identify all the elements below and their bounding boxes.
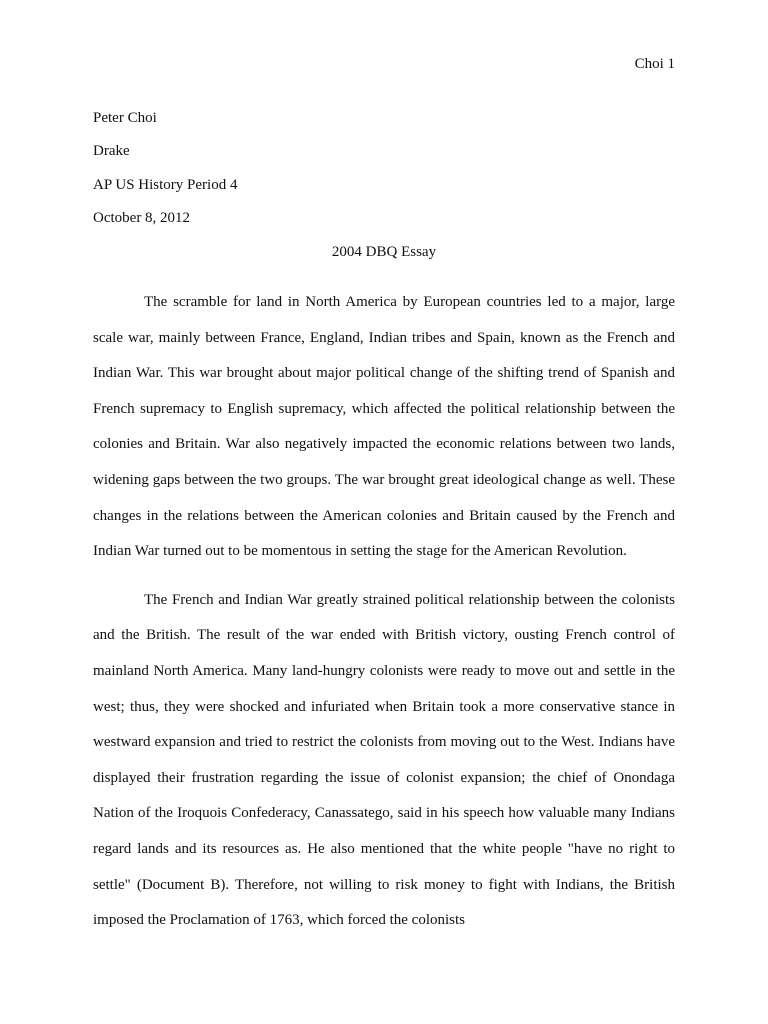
course-name: AP US History Period 4 [93, 176, 238, 193]
essay-body [93, 285, 675, 952]
teacher-name: Drake [93, 143, 130, 160]
mla-heading [93, 108, 675, 241]
paragraph-political-relations: The French and Indian War greatly strained political relationship between the colonists and the British. The result of the war ended with British victory, ousting French control of mainland North America. Many land-hungry colonists were ready to move out and settle in the west; thus, they were shocked and infuriated when Britain took a more conservative stance in westward expansion and tried to restrict the colonists from moving out to the West. Indians have displayed their frustration regarding the issue of colonist expansion; the chief of Onondaga Nation of the Iroquois Confederacy, Canassatego, said in his speech how valuable many Indians regard lands and its resources as. He also mentioned that the white people "have no right to settle" (Document B). Therefore, not willing to risk money to fight with Indians, the British imposed the Proclamation of 1763, which forced the colonists [93, 591, 675, 929]
running-head: Choi 1 [634, 56, 675, 72]
essay-title: 2004 DBQ Essay [331, 244, 437, 260]
essay-date: October 8, 2012 [93, 209, 191, 226]
student-name: Peter Choi [93, 110, 157, 126]
paragraph-introduction: The scramble for land in North America by European countries led to a major, large scale war, mainly between France, England, Indian tribes and Spain, known as the French and Indian War. This war brought about major political change of the shifting trend of Spanish and French supremacy to English supremacy, which affected the political relationship between the colonies and Britain. War also negatively impacted the economic relations between two lands, widening gaps between the two groups. The war brought great ideological change as well. These changes in the relations between the American colonies and Britain caused by the French and Indian War turned out to be momentous in setting the stage for the American Revolution. [93, 294, 675, 560]
